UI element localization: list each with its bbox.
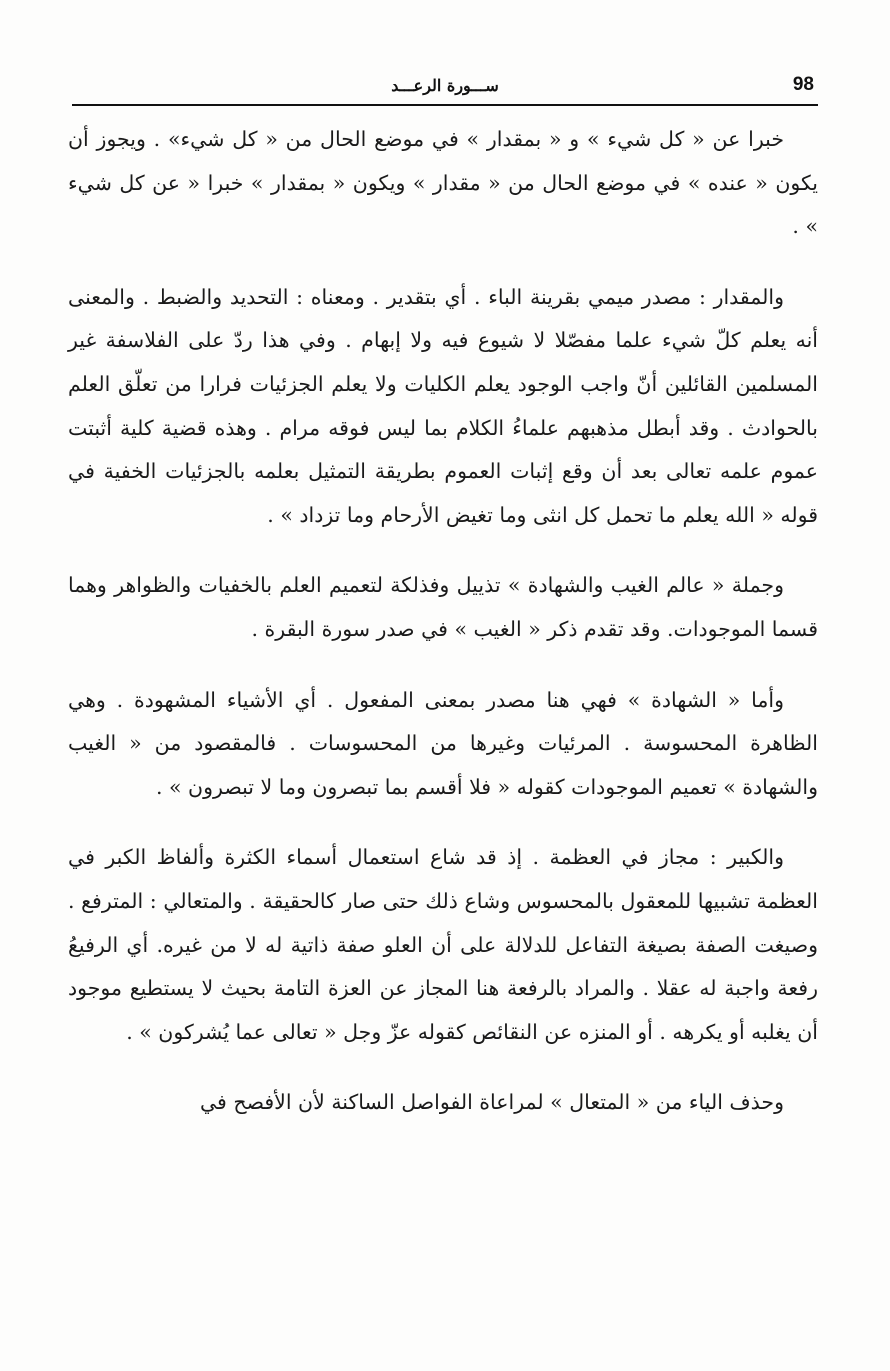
paragraph: وجملة « عالم الغيب والشهادة » تذييل وفذلكة لتعميم العلم بالخفيات والظواهر وهما قسما الموجودات. وقد تقدم ذكر « الغيب » في صدر سورة البقرة . <box>68 573 818 641</box>
header-divider <box>72 104 818 106</box>
paragraph: والمقدار : مصدر ميمي بقرينة الباء . أي بتقدير . ومعناه : التحديد والضبط . والمعنى أنه يعلم كلّ شيء علما مفصّلا لا شيوع فيه ولا إبهام . وفي هذا ردّ على الفلاسفة غير المسلمين القائلين أنّ واجب الوجود يعلم الكليات ولا يعلم الجزئيات فرارا من تعلّق العلم بالحوادث . وقد أبطل مذهبهم علماءُ الكلام بما ليس فوقه مرام . وهذه قضية كلية أثبتت عموم علمه تعالى بعد أن وقع إثبات العموم بطريقة التمثيل بعلمه بالجزئيات الخفية في قوله « الله يعلم ما تحمل كل انثى وما تغيض الأرحام وما تزداد » . <box>68 284 818 527</box>
page-header <box>72 72 818 106</box>
running-title: ســـورة الرعـــد <box>391 76 499 95</box>
paragraph: خبرا عن « كل شيء » و « بمقدار » في موضع الحال من « كل شيء» . ويجوز أن يكون « عنده » في موضع الحال من « مقدار » ويكون « بمقدار » خبرا « عن كل شيء » . <box>68 127 818 239</box>
paragraph: وحذف الياء من « المتعال » لمراعاة الفواصل الساكنة لأن الأفصح في <box>199 1090 784 1115</box>
paragraph: والكبير : مجاز في العظمة . إذ قد شاع استعمال أسماء الكثرة وألفاظ الكبر في العظمة تشبيها للمعقول بالمحسوس وشاع ذلك حتى صار كالحقيقة . والمتعالي : المترفع . وصيغت الصفة بصيغة التفاعل للدلالة على أن العلو صفة ذاتية له لا من غيره. أي الرفيعُ رفعة واجبة له عقلا . والمراد بالرفعة هنا المجاز عن العزة التامة بحيث لا يستطيع موجود أن يغلبه أو يكرهه . أو المنزه عن النقائص كقوله عزّ وجل « تعالى عما يُشركون » . <box>68 845 818 1044</box>
paragraph: وأما « الشهادة » فهي هنا مصدر بمعنى المفعول . أي الأشياء المشهودة . وهي الظاهرة المحسوسة . المرئيات وغيرها من المحسوسات . فالمقصود من « الغيب والشهادة » تعميم الموجودات كقوله « فلا أقسم بما تبصرون وما لا تبصرون » . <box>68 687 818 799</box>
page-body <box>68 118 818 1125</box>
page-number: 98 <box>792 74 814 95</box>
